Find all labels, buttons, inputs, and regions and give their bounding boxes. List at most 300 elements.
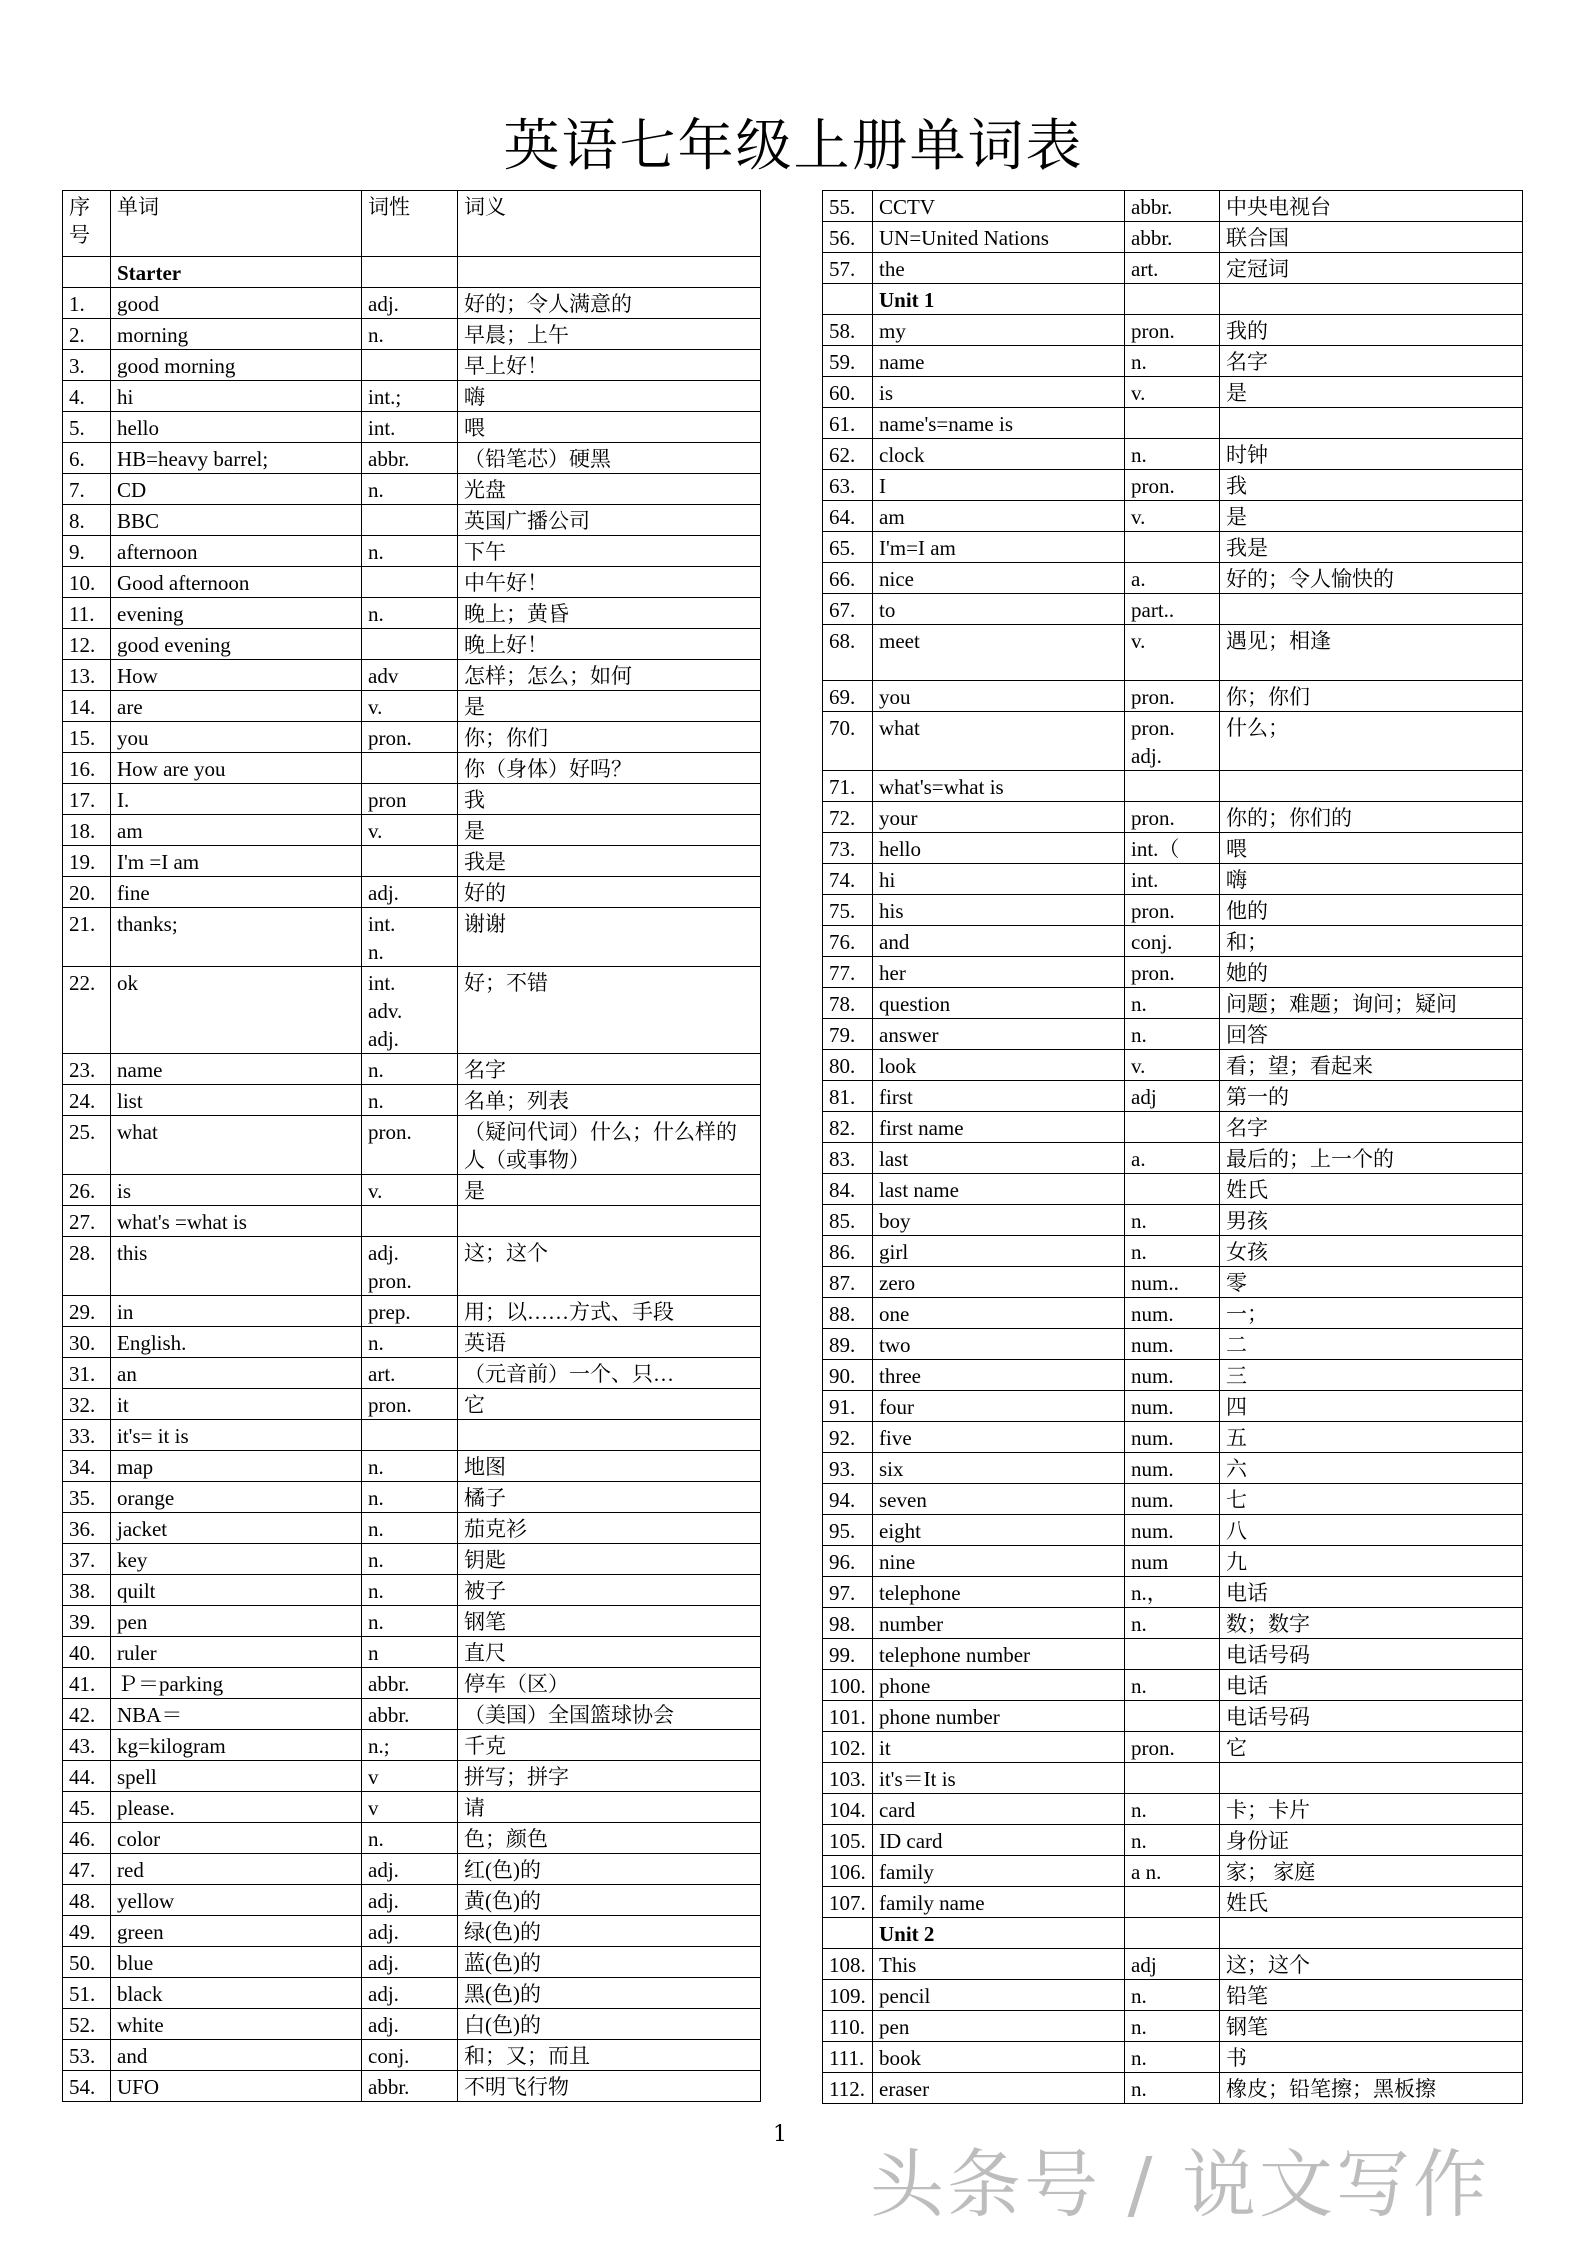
table-row (63, 1175, 761, 1206)
table-row (823, 1763, 1523, 1794)
row-word: number (873, 1608, 1125, 1639)
row-meaning: 电话 (1220, 1670, 1523, 1701)
row-word: nine (873, 1546, 1125, 1577)
row-word: name (873, 346, 1125, 377)
table-row (63, 1054, 761, 1085)
row-pos: art. (1125, 253, 1220, 284)
table-row (63, 1451, 761, 1482)
row-number: 64. (823, 501, 873, 532)
row-word: family (873, 1856, 1125, 1887)
row-word: green (111, 1916, 362, 1947)
section-title: Starter (111, 257, 362, 288)
table-row (823, 957, 1523, 988)
table-row (823, 1019, 1523, 1050)
table-row (823, 1670, 1523, 1701)
row-pos: int. (1125, 864, 1220, 895)
row-number: 94. (823, 1484, 873, 1515)
row-number: 104. (823, 1794, 873, 1825)
row-meaning: 嗨 (1220, 864, 1523, 895)
table-row (63, 1699, 761, 1730)
row-word: telephone (873, 1577, 1125, 1608)
row-number: 79. (823, 1019, 873, 1050)
row-word: family name (873, 1887, 1125, 1918)
row-number: 112. (823, 2073, 873, 2104)
row-meaning: 名字 (1220, 346, 1523, 377)
row-meaning: 英语 (458, 1327, 761, 1358)
row-number: 100. (823, 1670, 873, 1701)
table-row (63, 443, 761, 474)
row-pos: n. (1125, 1608, 1220, 1639)
table-row (63, 1296, 761, 1327)
table-row (63, 784, 761, 815)
table-row (823, 377, 1523, 408)
row-word: blue (111, 1947, 362, 1978)
row-meaning: 二 (1220, 1329, 1523, 1360)
row-meaning (458, 1420, 761, 1451)
row-number: 103. (823, 1763, 873, 1794)
row-pos: adj (1125, 1949, 1220, 1980)
table-row (823, 1577, 1523, 1608)
row-meaning: 问题；难题；询问；疑问 (1220, 988, 1523, 1019)
row-pos (362, 753, 458, 784)
row-word: quilt (111, 1575, 362, 1606)
table-row (823, 864, 1523, 895)
row-pos: v. (1125, 377, 1220, 408)
row-pos: v. (362, 815, 458, 846)
row-pos: pron. (362, 1389, 458, 1420)
row-word: four (873, 1391, 1125, 1422)
table-row (63, 1668, 761, 1699)
row-word: phone (873, 1670, 1125, 1701)
row-number: 23. (63, 1054, 111, 1085)
row-number: 2. (63, 319, 111, 350)
row-pos: adj. (362, 877, 458, 908)
row-word: CCTV (873, 191, 1125, 222)
row-word: girl (873, 1236, 1125, 1267)
row-pos: abbr. (362, 1668, 458, 1699)
table-row (63, 1206, 761, 1237)
table-row (823, 1329, 1523, 1360)
row-number: 15. (63, 722, 111, 753)
table-row (63, 967, 761, 1054)
row-number: 39. (63, 1606, 111, 1637)
row-meaning: 我 (458, 784, 761, 815)
row-word: ok (111, 967, 362, 1054)
row-pos: n. (362, 1327, 458, 1358)
row-meaning: 下午 (458, 536, 761, 567)
table-row (823, 1980, 1523, 2011)
table-row (823, 1856, 1523, 1887)
row-word: thanks; (111, 908, 362, 967)
row-pos: n. (362, 1575, 458, 1606)
row-word: what's=what is (873, 771, 1125, 802)
table-row (823, 712, 1523, 771)
row-pos: n. (1125, 988, 1220, 1019)
section-num (823, 284, 873, 315)
row-meaning: 铅笔 (1220, 1980, 1523, 2011)
row-number: 29. (63, 1296, 111, 1327)
row-number: 17. (63, 784, 111, 815)
table-row (823, 895, 1523, 926)
row-word: How are you (111, 753, 362, 784)
row-meaning: 直尺 (458, 1637, 761, 1668)
table-row (63, 1637, 761, 1668)
row-meaning: 谢谢 (458, 908, 761, 967)
row-pos (1125, 1174, 1220, 1205)
row-word: kg=kilogram (111, 1730, 362, 1761)
table-row (63, 2009, 761, 2040)
table-row (63, 474, 761, 505)
table-row (823, 681, 1523, 712)
table-row (823, 594, 1523, 625)
table-row (63, 1420, 761, 1451)
section-row (823, 1918, 1523, 1949)
row-meaning: 钢笔 (1220, 2011, 1523, 2042)
table-row (63, 350, 761, 381)
row-number: 111. (823, 2042, 873, 2073)
row-number: 36. (63, 1513, 111, 1544)
table-row (823, 1825, 1523, 1856)
row-meaning: 回答 (1220, 1019, 1523, 1050)
row-word: nice (873, 563, 1125, 594)
row-word: and (873, 926, 1125, 957)
row-pos: num. (1125, 1453, 1220, 1484)
row-number: 68. (823, 625, 873, 681)
table-row (63, 691, 761, 722)
row-word: list (111, 1085, 362, 1116)
row-word: This (873, 1949, 1125, 1980)
row-pos: adj. (362, 1916, 458, 1947)
row-number: 72. (823, 802, 873, 833)
row-word: pencil (873, 1980, 1125, 2011)
table-row (823, 532, 1523, 563)
row-number: 5. (63, 412, 111, 443)
row-pos: n. (362, 1482, 458, 1513)
row-number: 98. (823, 1608, 873, 1639)
table-row (63, 1327, 761, 1358)
row-pos: int. adv. adj. (362, 967, 458, 1054)
row-pos: n. (1125, 1794, 1220, 1825)
row-pos: n. (1125, 2011, 1220, 2042)
table-row (63, 1823, 761, 1854)
table-row (823, 771, 1523, 802)
row-meaning: 茄克衫 (458, 1513, 761, 1544)
row-meaning: （元音前）一个、只… (458, 1358, 761, 1389)
row-pos: int.; (362, 381, 458, 412)
row-number: 47. (63, 1854, 111, 1885)
row-meaning: 一； (1220, 1298, 1523, 1329)
row-number: 95. (823, 1515, 873, 1546)
row-number: 65. (823, 532, 873, 563)
header-number: 序号 (63, 191, 111, 257)
row-word: How (111, 660, 362, 691)
row-number: 1. (63, 288, 111, 319)
row-pos (1125, 532, 1220, 563)
row-word: yellow (111, 1885, 362, 1916)
row-number: 70. (823, 712, 873, 771)
table-row (823, 439, 1523, 470)
row-word: hi (111, 381, 362, 412)
row-pos: prep. (362, 1296, 458, 1327)
row-word: it (873, 1732, 1125, 1763)
row-meaning: 怎样；怎么；如何 (458, 660, 761, 691)
row-word: his (873, 895, 1125, 926)
table-row (63, 536, 761, 567)
table-row (63, 908, 761, 967)
row-word: hi (873, 864, 1125, 895)
section-pos (362, 257, 458, 288)
row-pos: abbr. (1125, 191, 1220, 222)
row-pos: adj. (362, 1978, 458, 2009)
row-pos: n. (362, 598, 458, 629)
table-row (63, 1916, 761, 1947)
row-word: is (873, 377, 1125, 408)
row-word: it's＝It is (873, 1763, 1125, 1794)
row-word: English. (111, 1327, 362, 1358)
row-word: first name (873, 1112, 1125, 1143)
row-pos: v (362, 1761, 458, 1792)
row-meaning: 它 (1220, 1732, 1523, 1763)
table-row (63, 660, 761, 691)
row-meaning: （美国）全国篮球协会 (458, 1699, 761, 1730)
watermark: 头条号 / 说文写作 (870, 2142, 1490, 2228)
row-meaning (1220, 1763, 1523, 1794)
row-word: her (873, 957, 1125, 988)
row-meaning: 电话号码 (1220, 1701, 1523, 1732)
table-row (63, 1792, 761, 1823)
row-word: Good afternoon (111, 567, 362, 598)
row-number: 11. (63, 598, 111, 629)
row-meaning: 晚上好！ (458, 629, 761, 660)
row-pos: conj. (1125, 926, 1220, 957)
row-meaning: 绿(色)的 (458, 1916, 761, 1947)
row-meaning: 请 (458, 1792, 761, 1823)
row-meaning: 早上好！ (458, 350, 761, 381)
row-word: first (873, 1081, 1125, 1112)
row-meaning: 拼写；拼字 (458, 1761, 761, 1792)
row-word: evening (111, 598, 362, 629)
row-number: 83. (823, 1143, 873, 1174)
row-number: 109. (823, 1980, 873, 2011)
row-word: I. (111, 784, 362, 815)
row-meaning: 橡皮；铅笔擦；黑板擦 (1220, 2073, 1523, 2104)
table-row (823, 1360, 1523, 1391)
row-meaning: 姓氏 (1220, 1887, 1523, 1918)
row-pos: n. (1125, 1980, 1220, 2011)
section-title: Unit 1 (873, 284, 1125, 315)
row-number: 27. (63, 1206, 111, 1237)
row-meaning: 卡；卡片 (1220, 1794, 1523, 1825)
row-pos (362, 846, 458, 877)
row-number: 25. (63, 1116, 111, 1175)
row-pos: n. (1125, 1205, 1220, 1236)
row-word: are (111, 691, 362, 722)
row-meaning: 这；这个 (458, 1237, 761, 1296)
row-meaning (458, 1206, 761, 1237)
header-pos: 词性 (362, 191, 458, 257)
row-pos: v (362, 1792, 458, 1823)
table-row (63, 2040, 761, 2071)
row-pos: num. (1125, 1515, 1220, 1546)
row-word: color (111, 1823, 362, 1854)
table-row (823, 2073, 1523, 2104)
row-word: six (873, 1453, 1125, 1484)
section-row (63, 257, 761, 288)
row-number: 6. (63, 443, 111, 474)
row-pos: adv (362, 660, 458, 691)
row-pos: n. (1125, 1236, 1220, 1267)
row-meaning: 姓氏 (1220, 1174, 1523, 1205)
row-pos: n. (362, 474, 458, 505)
row-number: 10. (63, 567, 111, 598)
row-pos: a. (1125, 1143, 1220, 1174)
header-meaning: 词义 (458, 191, 761, 257)
row-meaning: 你的；你们的 (1220, 802, 1523, 833)
row-word: spell (111, 1761, 362, 1792)
row-word: and (111, 2040, 362, 2071)
table-row (823, 802, 1523, 833)
row-number: 82. (823, 1112, 873, 1143)
table-row (823, 315, 1523, 346)
row-number: 61. (823, 408, 873, 439)
row-pos: part.. (1125, 594, 1220, 625)
row-number: 101. (823, 1701, 873, 1732)
row-pos: num. (1125, 1360, 1220, 1391)
row-number: 86. (823, 1236, 873, 1267)
row-number: 63. (823, 470, 873, 501)
table-row (63, 567, 761, 598)
row-word: map (111, 1451, 362, 1482)
row-pos: num. (1125, 1391, 1220, 1422)
row-meaning: 名单；列表 (458, 1085, 761, 1116)
row-meaning: （铅笔芯）硬黑 (458, 443, 761, 474)
row-pos: pron. (362, 1116, 458, 1175)
row-number: 22. (63, 967, 111, 1054)
table-row (63, 1513, 761, 1544)
row-number: 89. (823, 1329, 873, 1360)
row-number: 62. (823, 439, 873, 470)
row-meaning: 橘子 (458, 1482, 761, 1513)
row-number: 51. (63, 1978, 111, 2009)
row-pos: pron. (1125, 1732, 1220, 1763)
row-pos (362, 629, 458, 660)
row-pos (1125, 771, 1220, 802)
row-pos: n. (1125, 346, 1220, 377)
row-word: to (873, 594, 1125, 625)
row-meaning: 六 (1220, 1453, 1523, 1484)
row-number: 33. (63, 1420, 111, 1451)
row-word: you (111, 722, 362, 753)
row-pos: n (362, 1637, 458, 1668)
row-meaning: 家； 家庭 (1220, 1856, 1523, 1887)
table-row (823, 625, 1523, 681)
row-meaning: 四 (1220, 1391, 1523, 1422)
table-row (823, 1794, 1523, 1825)
table-row (823, 1174, 1523, 1205)
row-pos: num. (1125, 1422, 1220, 1453)
row-meaning: 时钟 (1220, 439, 1523, 470)
row-number: 108. (823, 1949, 873, 1980)
row-meaning: 这；这个 (1220, 1949, 1523, 1980)
row-number: 52. (63, 2009, 111, 2040)
row-number: 35. (63, 1482, 111, 1513)
row-word: BBC (111, 505, 362, 536)
row-number: 90. (823, 1360, 873, 1391)
row-pos: pron. (1125, 315, 1220, 346)
row-meaning: 数；数字 (1220, 1608, 1523, 1639)
row-word: last (873, 1143, 1125, 1174)
row-number: 21. (63, 908, 111, 967)
row-pos: n. (1125, 1670, 1220, 1701)
row-pos: adj. (362, 1854, 458, 1885)
row-pos: n. (1125, 2073, 1220, 2104)
row-number: 34. (63, 1451, 111, 1482)
row-word: answer (873, 1019, 1125, 1050)
table-row (823, 346, 1523, 377)
row-word: one (873, 1298, 1125, 1329)
row-word: morning (111, 319, 362, 350)
row-meaning: 男孩 (1220, 1205, 1523, 1236)
table-row (63, 381, 761, 412)
row-meaning: 名字 (458, 1054, 761, 1085)
row-number: 50. (63, 1947, 111, 1978)
table-row (823, 1298, 1523, 1329)
row-meaning: 你；你们 (1220, 681, 1523, 712)
row-number: 42. (63, 1699, 111, 1730)
row-pos: pron. (1125, 802, 1220, 833)
row-pos: n. (1125, 1019, 1220, 1050)
row-pos: pron (362, 784, 458, 815)
table-row (823, 191, 1523, 222)
table-row (823, 1081, 1523, 1112)
table-row (63, 1358, 761, 1389)
row-meaning: 看；望；看起来 (1220, 1050, 1523, 1081)
row-number: 14. (63, 691, 111, 722)
row-pos: n. (362, 1054, 458, 1085)
row-meaning: 是 (458, 1175, 761, 1206)
row-number: 9. (63, 536, 111, 567)
table-row (823, 2042, 1523, 2073)
row-number: 96. (823, 1546, 873, 1577)
row-word: key (111, 1544, 362, 1575)
row-number: 74. (823, 864, 873, 895)
row-meaning: 零 (1220, 1267, 1523, 1298)
row-meaning: 八 (1220, 1515, 1523, 1546)
row-pos: n. (362, 319, 458, 350)
table-row (823, 1639, 1523, 1670)
row-word: pen (873, 2011, 1125, 2042)
row-number: 77. (823, 957, 873, 988)
row-number: 105. (823, 1825, 873, 1856)
row-meaning: （疑问代词）什么；什么样的人（或事物） (458, 1116, 761, 1175)
page-title: 英语七年级上册单词表 (503, 114, 1084, 179)
row-meaning: 和； (1220, 926, 1523, 957)
row-number: 76. (823, 926, 873, 957)
row-pos: a n. (1125, 1856, 1220, 1887)
row-word: phone number (873, 1701, 1125, 1732)
table-row (823, 1546, 1523, 1577)
row-meaning: 中央电视台 (1220, 191, 1523, 222)
row-pos: v. (1125, 501, 1220, 532)
row-meaning: 七 (1220, 1484, 1523, 1515)
row-number: 19. (63, 846, 111, 877)
row-pos: abbr. (362, 2071, 458, 2102)
row-number: 81. (823, 1081, 873, 1112)
row-meaning: 黄(色)的 (458, 1885, 761, 1916)
row-number: 102. (823, 1732, 873, 1763)
table-row (63, 1116, 761, 1175)
row-number: 60. (823, 377, 873, 408)
